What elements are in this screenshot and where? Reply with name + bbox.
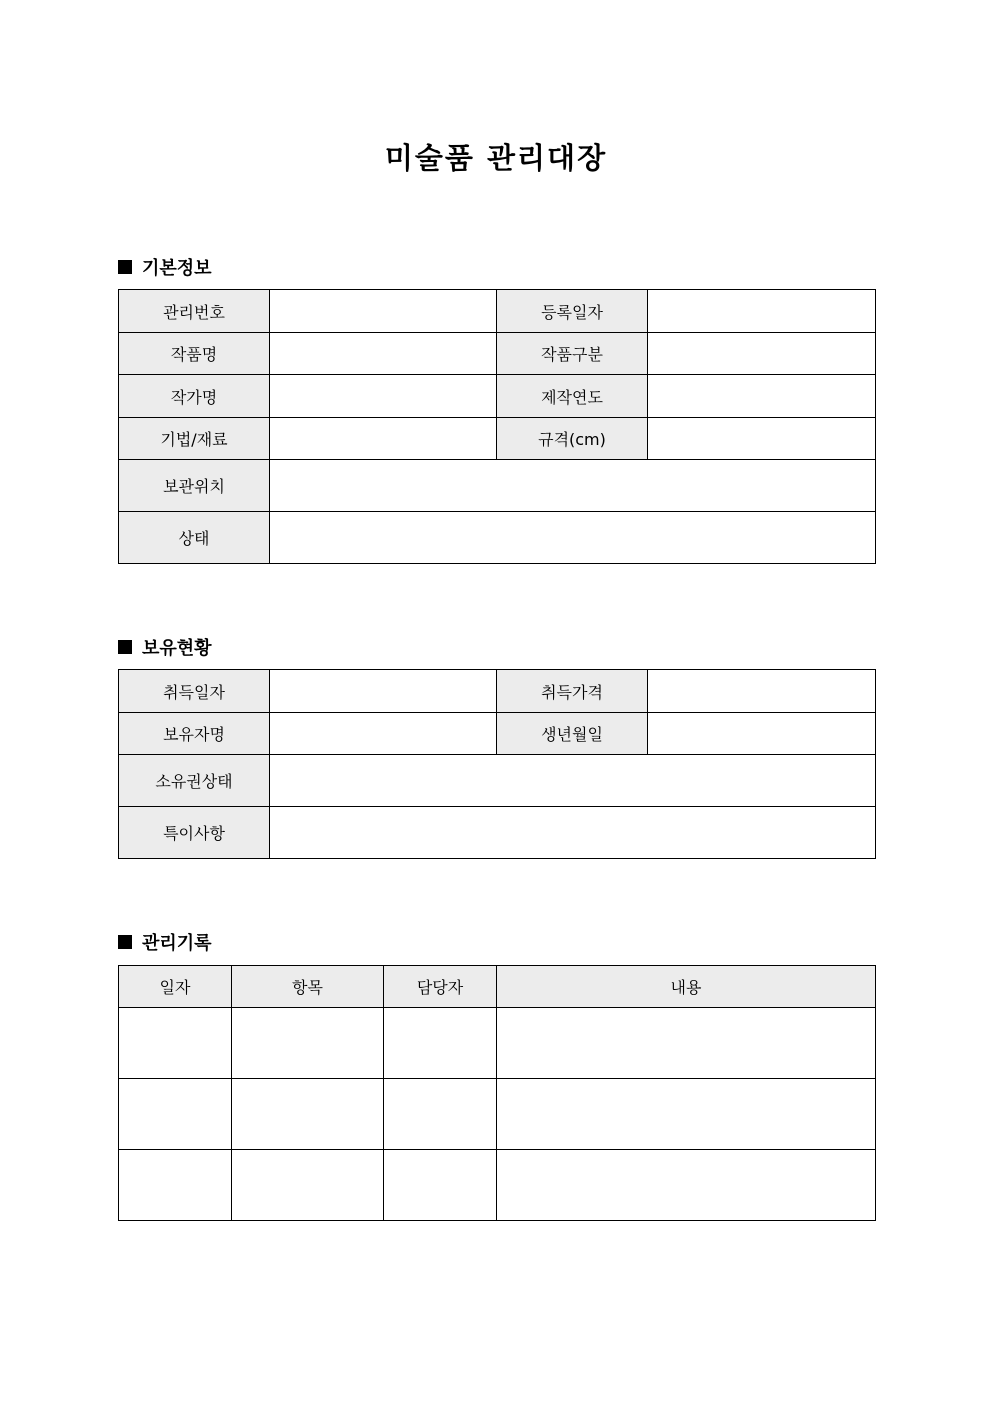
table-row — [119, 670, 876, 713]
section-heading-basic-info — [118, 254, 212, 280]
table-row — [119, 333, 876, 375]
ownership-status-field[interactable] — [270, 755, 876, 807]
section-title: 기본정보 — [142, 258, 212, 279]
field-label: 특이사항 — [119, 807, 270, 859]
field-label: 기법/재료 — [119, 418, 270, 460]
document-title: 미술품 관리대장 — [384, 141, 608, 175]
acquisition-date-field[interactable] — [270, 670, 497, 713]
table-row — [119, 290, 876, 333]
management-number-field[interactable] — [270, 290, 497, 333]
column-header-content: 내용 — [497, 966, 876, 1008]
birth-date-field[interactable] — [648, 713, 876, 755]
field-label: 보유자명 — [119, 713, 270, 755]
remarks-field[interactable] — [270, 807, 876, 859]
table-row — [119, 755, 876, 807]
record-item-cell[interactable] — [232, 1150, 384, 1221]
field-label: 취득일자 — [119, 670, 270, 713]
section-heading-records — [118, 929, 212, 955]
field-label: 상태 — [119, 512, 270, 564]
square-bullet-icon — [118, 260, 132, 274]
square-bullet-icon — [118, 640, 132, 654]
field-label: 생년월일 — [497, 713, 648, 755]
field-label: 등록일자 — [497, 290, 648, 333]
registration-date-field[interactable] — [648, 290, 876, 333]
artwork-category-field[interactable] — [648, 333, 876, 375]
record-date-cell[interactable] — [119, 1079, 232, 1150]
record-manager-cell[interactable] — [384, 1079, 497, 1150]
condition-field[interactable] — [270, 512, 876, 564]
field-label: 제작연도 — [497, 375, 648, 418]
field-label: 소유권상태 — [119, 755, 270, 807]
basic-info-table — [118, 289, 876, 564]
column-header-item: 항목 — [232, 966, 384, 1008]
record-date-cell[interactable] — [119, 1150, 232, 1221]
table-row — [119, 1079, 876, 1150]
section-title: 관리기록 — [142, 933, 212, 954]
record-item-cell[interactable] — [232, 1079, 384, 1150]
section-heading-holding — [118, 634, 212, 660]
field-label: 작품명 — [119, 333, 270, 375]
table-row — [119, 807, 876, 859]
table-row — [119, 1150, 876, 1221]
column-header-manager: 담당자 — [384, 966, 497, 1008]
column-header-date: 일자 — [119, 966, 232, 1008]
field-label: 작가명 — [119, 375, 270, 418]
production-year-field[interactable] — [648, 375, 876, 418]
table-row — [119, 460, 876, 512]
table-header-row — [119, 966, 876, 1008]
record-content-cell[interactable] — [497, 1150, 876, 1221]
field-label: 취득가격 — [497, 670, 648, 713]
artist-name-field[interactable] — [270, 375, 497, 418]
record-content-cell[interactable] — [497, 1079, 876, 1150]
holding-table — [118, 669, 876, 859]
acquisition-price-field[interactable] — [648, 670, 876, 713]
table-row — [119, 1008, 876, 1079]
record-manager-cell[interactable] — [384, 1008, 497, 1079]
storage-location-field[interactable] — [270, 460, 876, 512]
field-label: 작품구분 — [497, 333, 648, 375]
record-manager-cell[interactable] — [384, 1150, 497, 1221]
record-item-cell[interactable] — [232, 1008, 384, 1079]
dimensions-field[interactable] — [648, 418, 876, 460]
table-row — [119, 512, 876, 564]
field-label: 보관위치 — [119, 460, 270, 512]
artwork-name-field[interactable] — [270, 333, 497, 375]
table-row — [119, 418, 876, 460]
table-row — [119, 375, 876, 418]
table-row — [119, 713, 876, 755]
section-title: 보유현황 — [142, 638, 212, 659]
square-bullet-icon — [118, 935, 132, 949]
record-date-cell[interactable] — [119, 1008, 232, 1079]
field-label: 관리번호 — [119, 290, 270, 333]
records-table — [118, 965, 876, 1221]
record-content-cell[interactable] — [497, 1008, 876, 1079]
field-label: 규격(cm) — [497, 418, 648, 460]
holder-name-field[interactable] — [270, 713, 497, 755]
technique-material-field[interactable] — [270, 418, 497, 460]
